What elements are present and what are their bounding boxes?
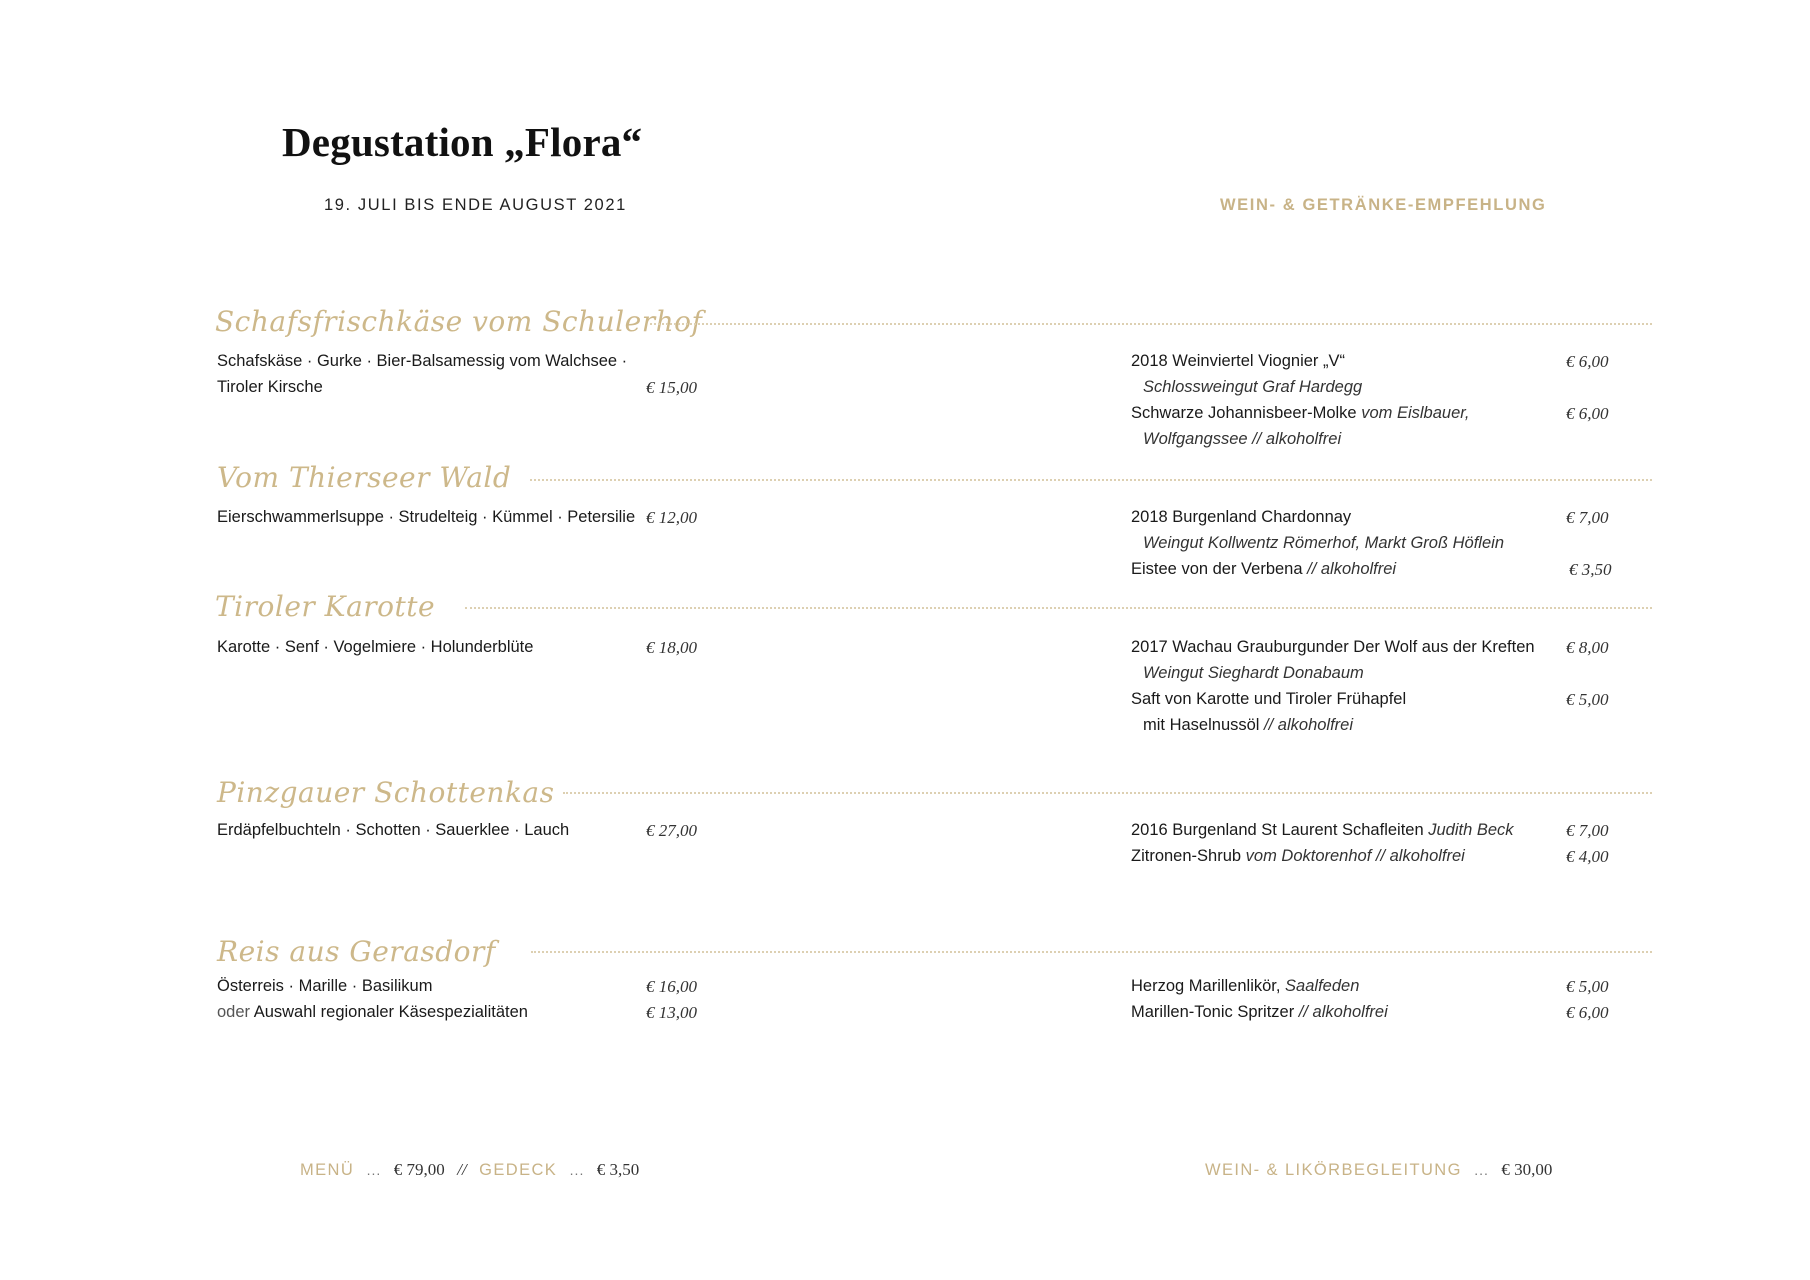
pairing-name-origin: // alkoholfrei — [1294, 1003, 1388, 1021]
dots-separator: ... — [366, 1162, 382, 1178]
dish-description: Erdäpfelbuchteln · Schotten · Sauerklee · Lauch — [217, 821, 570, 839]
pairing-name — [1131, 977, 1359, 996]
pairing-name-text: Marillen-Tonic Spritzer — [1131, 1003, 1295, 1021]
pairing-detail: Schlossweingut Graf Hardegg — [1143, 378, 1363, 396]
date-range: 19. JULI BIS ENDE AUGUST 2021 — [324, 196, 627, 214]
dots-separator: ... — [569, 1162, 585, 1178]
pairing-name-origin: Judith Beck — [1423, 821, 1514, 839]
pairing-name-origin: Saalfeden — [1280, 977, 1360, 995]
dish-description: Österreis · Marille · Basilikum — [217, 977, 433, 995]
menu-label: MENÜ — [300, 1161, 355, 1179]
pairing-label: WEIN- & LIKÖRBEGLEITUNG — [1205, 1161, 1462, 1179]
pairing-price: € 3,50 — [1569, 560, 1612, 579]
pairing-price: € 6,00 — [1566, 1003, 1609, 1022]
dots-separator: ... — [1474, 1162, 1489, 1178]
pairing-price: € 5,00 — [1566, 690, 1609, 709]
pairing-detail: Weingut Sieghardt Donabaum — [1143, 664, 1364, 682]
section-divider — [650, 323, 1652, 325]
section-divider — [531, 951, 1652, 953]
pairing-price: € 7,00 — [1566, 508, 1609, 527]
footer-separator: // — [457, 1160, 467, 1179]
pairing-price: € 6,00 — [1566, 404, 1609, 423]
course-title: Pinzgauer Schottenkas — [217, 776, 555, 809]
pairing-price: € 8,00 — [1566, 638, 1609, 657]
dish-price: € 18,00 — [646, 638, 697, 657]
pairing-total-price: € 30,00 — [1501, 1160, 1553, 1179]
dish-description: Eierschwammerlsuppe · Strudelteig · Kümmel · Petersilie — [217, 508, 636, 526]
dish-price: € 12,00 — [646, 508, 697, 527]
footer-pairing-pricing — [1205, 1160, 1552, 1180]
pairing-price: € 5,00 — [1566, 977, 1609, 996]
dish-price: € 27,00 — [646, 821, 697, 840]
cover-price: € 3,50 — [596, 1160, 640, 1179]
pairing-name: Saft von Karotte und Tiroler Frühapfel — [1131, 690, 1407, 708]
dish-price: € 15,00 — [646, 378, 697, 397]
pairing-name — [1131, 847, 1465, 866]
section-divider — [530, 479, 1652, 481]
pairing-detail: Weingut Kollwentz Römerhof, Markt Groß Höflein — [1143, 534, 1504, 552]
pairing-name-text: Eistee von der Verbena — [1131, 560, 1303, 578]
pairing-detail — [1143, 716, 1353, 735]
dish-price: € 16,00 — [646, 977, 697, 996]
pairing-name-origin: vom Eislbauer, — [1356, 404, 1470, 422]
pairing-detail-note: // alkoholfrei — [1259, 716, 1354, 734]
course-title: Tiroler Karotte — [215, 590, 436, 623]
dish-price: € 13,00 — [646, 1003, 697, 1022]
cover-label: GEDECK — [479, 1161, 558, 1179]
pairing-price: € 6,00 — [1566, 352, 1609, 371]
footer-menu-pricing — [300, 1160, 639, 1180]
menu-price: € 79,00 — [393, 1160, 445, 1179]
pairing-detail-text: mit Haselnussöl — [1143, 716, 1260, 734]
pairing-name: 2018 Burgenland Chardonnay — [1131, 508, 1352, 526]
pairing-price: € 4,00 — [1566, 847, 1609, 866]
pairing-price: € 7,00 — [1566, 821, 1609, 840]
section-divider — [563, 792, 1652, 794]
dish-description: Tiroler Kirsche — [217, 378, 323, 396]
alt-prefix: oder — [217, 1003, 251, 1021]
section-divider — [465, 607, 1652, 609]
pairing-name-text: Zitronen-Shrub — [1131, 847, 1242, 865]
page-title: Degustation „Flora“ — [282, 119, 643, 165]
pairing-name — [1131, 560, 1396, 579]
dish-description: Karotte · Senf · Vogelmiere · Holunderblüte — [217, 638, 534, 656]
dish-description: Schafskäse · Gurke · Bier-Balsamessig vom Walchsee · — [217, 352, 628, 370]
pairing-detail: Wolfgangssee // alkoholfrei — [1143, 430, 1342, 448]
pairing-name: 2018 Weinviertel Viognier „V“ — [1131, 352, 1346, 370]
pairing-name — [1131, 1003, 1388, 1022]
alt-text: Auswahl regionaler Käsespezialitäten — [250, 1003, 528, 1021]
dish-alternative — [217, 1003, 528, 1022]
course-title: Vom Thierseer Wald — [217, 461, 512, 494]
pairing-name: 2017 Wachau Grauburgunder Der Wolf aus der Kreften — [1131, 638, 1535, 656]
pairing-name-origin: vom Doktorenhof // alkoholfrei — [1241, 847, 1465, 865]
pairing-name-origin: // alkoholfrei — [1302, 560, 1397, 578]
course-title: Schafsfrischkäse vom Schulerhof — [215, 305, 703, 338]
wine-recommendation-heading: WEIN- & GETRÄNKE-EMPFEHLUNG — [1220, 196, 1547, 214]
pairing-name-text: Schwarze Johannisbeer-Molke — [1131, 404, 1357, 422]
pairing-name — [1131, 821, 1514, 840]
pairing-name — [1131, 404, 1469, 423]
course-title: Reis aus Gerasdorf — [217, 935, 496, 968]
pairing-name-text: 2016 Burgenland St Laurent Schafleiten — [1131, 821, 1424, 839]
pairing-name-text: Herzog Marillenlikör, — [1131, 977, 1281, 995]
